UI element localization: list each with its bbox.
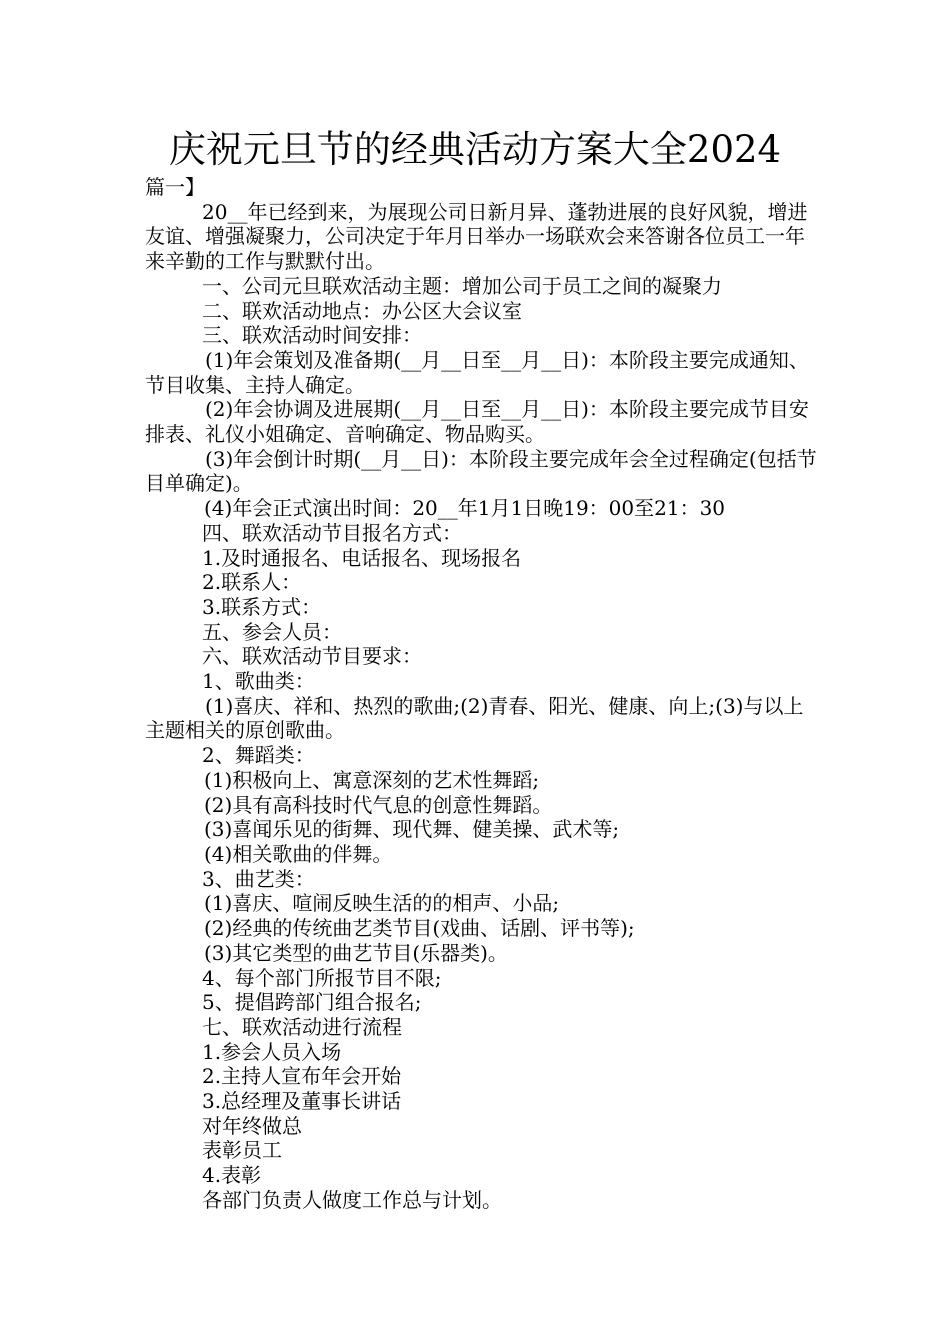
list-line: 六、联欢活动节目要求：	[202, 644, 422, 669]
list-line: (2)经典的传统曲艺类节目(戏曲、话剧、评书等);	[204, 916, 635, 941]
list-line: (4)年会正式演出时间：20__年1月1日晚19：00至21：30	[204, 496, 726, 521]
list-line: 3.联系方式：	[202, 594, 322, 619]
document-body	[145, 175, 817, 1213]
list-line: 4.表彰	[202, 1163, 262, 1188]
list-line: 4、每个部门所报节目不限;	[202, 965, 442, 990]
song-requirements: (1)喜庆、祥和、热烈的歌曲;(2)青春、阳光、健康、向上;(3)与以上主题相关的原创歌曲。	[145, 693, 804, 743]
list-line: (3)其它类型的曲艺节目(乐器类)。	[204, 940, 508, 965]
list-line: 表彰员工	[202, 1138, 282, 1163]
phase-paragraph: (2)年会协调及进展期(__月__日至__月__日)：本阶段主要完成节目安排表、礼仪小姐确定、音响确定、物品购买。	[145, 397, 809, 447]
item-schedule: 三、联欢活动时间安排：	[202, 323, 422, 348]
list-line: (1)积极向上、寓意深刻的艺术性舞蹈;	[204, 767, 540, 792]
item-location: 二、联欢活动地点：办公区大会议室	[202, 298, 522, 323]
item-theme: 一、公司元旦联欢活动主题：增加公司于员工之间的凝聚力	[202, 273, 722, 298]
section-heading: 篇一】	[145, 175, 205, 199]
list-line: 2.联系人：	[202, 570, 302, 595]
list-line: (2)具有高科技时代气息的创意性舞蹈。	[204, 792, 553, 817]
list-line: 5、提倡跨部门组合报名;	[202, 990, 422, 1015]
list-line: 1、歌曲类：	[202, 669, 315, 694]
list-line: 五、参会人员：	[202, 619, 342, 644]
intro-paragraph: 20__年已经到来，为展现公司日新月异、蓬勃进展的良好风貌，增进友谊、增强凝聚力，公司决定于年月日举办一场联欢会来答谢各位员工一年来辛勤的工作与默默付出。	[145, 199, 808, 274]
document-title: 庆祝元旦节的经典活动方案大全2024	[168, 128, 782, 171]
list-line: 七、联欢活动进行流程	[202, 1014, 402, 1039]
list-line: (1)喜庆、喧闹反映生活的的相声、小品;	[204, 891, 560, 916]
list-line: 2、舞蹈类：	[202, 743, 315, 768]
list-line: 1.及时通报名、电话报名、现场报名	[202, 545, 522, 570]
phase-paragraph: (3)年会倒计时期(__月__日)：本阶段主要完成年会全过程确定(包括节目单确定)。	[145, 446, 817, 496]
list-line: 对年终做总	[202, 1113, 302, 1138]
list-line: 四、联欢活动节目报名方式：	[202, 520, 462, 545]
list-line: 各部门负责人做度工作总与计划。	[202, 1187, 502, 1212]
list-line: 3.总经理及董事长讲话	[202, 1089, 402, 1114]
list-line: (3)喜闻乐见的街舞、现代舞、健美操、武术等;	[204, 817, 620, 842]
list-line: (4)相关歌曲的伴舞。	[204, 841, 393, 866]
list-line: 2.主持人宣布年会开始	[202, 1064, 402, 1089]
list-line: 3、曲艺类：	[202, 866, 315, 891]
list-line: 1.参会人员入场	[202, 1039, 342, 1064]
phase-paragraph: (1)年会策划及准备期(__月__日至__月__日)：本阶段主要完成通知、节目收集、主持人确定。	[145, 347, 809, 397]
